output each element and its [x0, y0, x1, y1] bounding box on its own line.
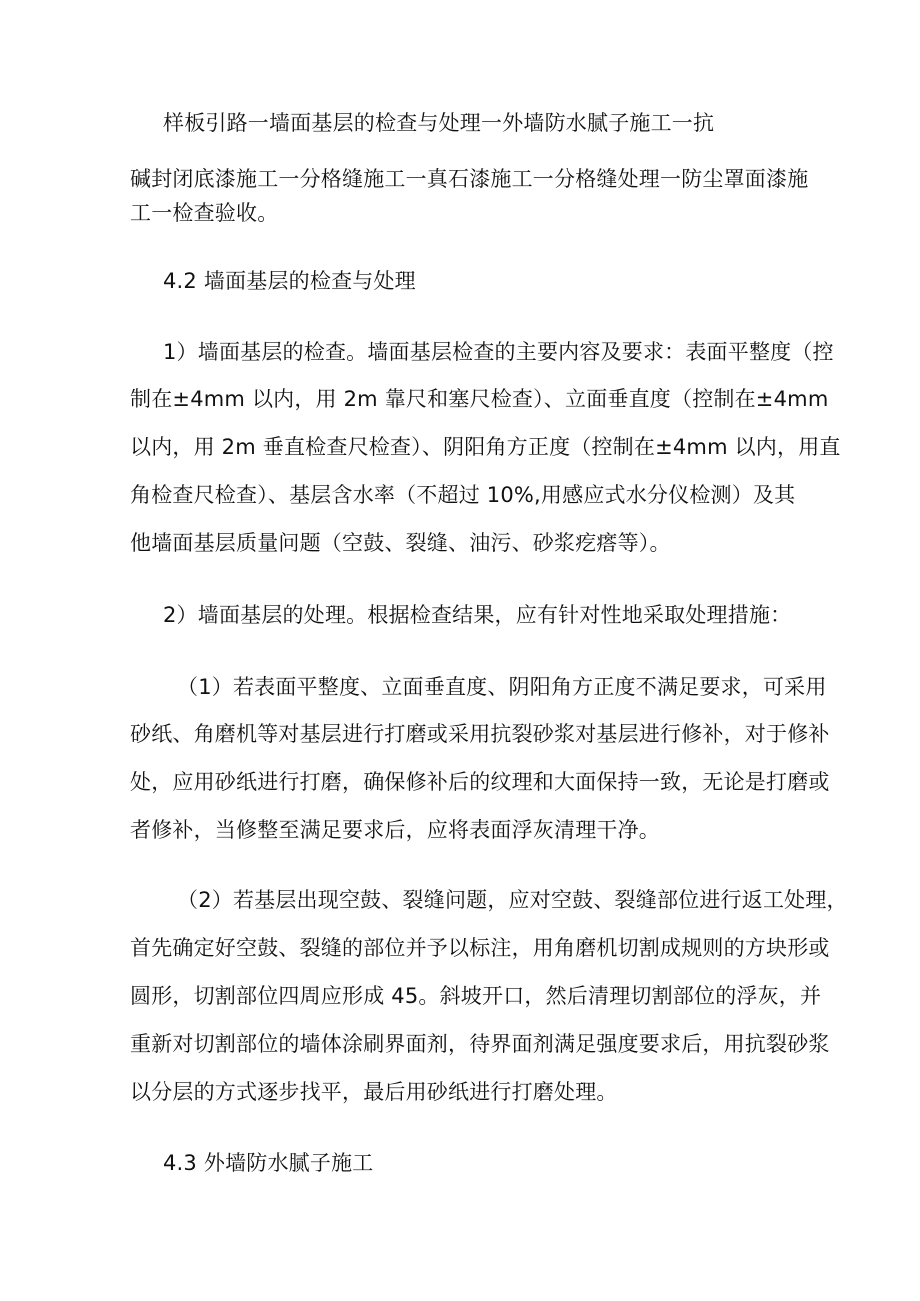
item-1-line-1: 1）墙面基层的检查。墙面基层检查的主要内容及要求：表面平整度（控	[163, 340, 834, 364]
item-1-line-2: 制在±4mm 以内，用 2m 靠尺和塞尺检查）、立面垂直度（控制在±4mm	[130, 387, 829, 411]
item-1-line-3: 以内，用 2m 垂直检查尺检查）、阴阳角方正度（控制在±4mm 以内，用直	[130, 435, 841, 459]
section-heading-4-3: 4.3 外墙防水腻子施工	[163, 1151, 374, 1175]
sub-item-1-line-1: （1）若表面平整度、立面垂直度、阴阳角方正度不满足要求，可采用	[177, 675, 827, 699]
sub-item-1-line-4: 者修补，当修整至满足要求后，应将表面浮灰清理干净。	[130, 818, 660, 842]
item-2-line-1: 2）墙面基层的处理。根据检查结果，应有针对性地采取处理措施：	[163, 603, 792, 627]
item-1-line-5: 他墙面基层质量问题（空鼓、裂缝、油污、砂浆疙瘩等）。	[130, 531, 671, 555]
sub-item-1-line-2: 砂纸、角磨机等对基层进行打磨或采用抗裂砂浆对基层进行修补，对于修补	[130, 722, 830, 746]
sub-item-2-line-3: 圆形，切割部位四周应形成 45。斜坡开口，然后清理切割部位的浮灰，并	[130, 984, 822, 1008]
section-heading-4-2: 4.2 墙面基层的检查与处理	[163, 269, 416, 293]
paragraph-process-flow-line-3: 工一检查验收。	[130, 201, 279, 225]
item-1-line-4: 角检查尺检查）、基层含水率（不超过 10%,用感应式水分仪检测）及其	[130, 483, 796, 507]
paragraph-process-flow-line-2: 碱封闭底漆施工一分格缝施工一真石漆施工一分格缝处理一防尘罩面漆施	[130, 167, 809, 191]
sub-item-2-line-4: 重新对切割部位的墙体涂刷界面剂，待界面剂满足强度要求后，用抗裂砂浆	[130, 1032, 830, 1056]
sub-item-2-line-2: 首先确定好空鼓、裂缝的部位并予以标注，用角磨机切割成规则的方块形或	[130, 936, 830, 960]
paragraph-process-flow-line-1: 样板引路一墙面基层的检查与处理一外墙防水腻子施工一抗	[163, 111, 715, 135]
sub-item-1-line-3: 处，应用砂纸进行打磨，确保修补后的纹理和大面保持一致，无论是打磨或	[130, 770, 830, 794]
sub-item-2-line-1: （2）若基层出现空鼓、裂缝问题，应对空鼓、裂缝部位进行返工处理，	[177, 888, 848, 912]
sub-item-2-line-5: 以分层的方式逐步找平，最后用砂纸进行打磨处理。	[130, 1080, 618, 1104]
